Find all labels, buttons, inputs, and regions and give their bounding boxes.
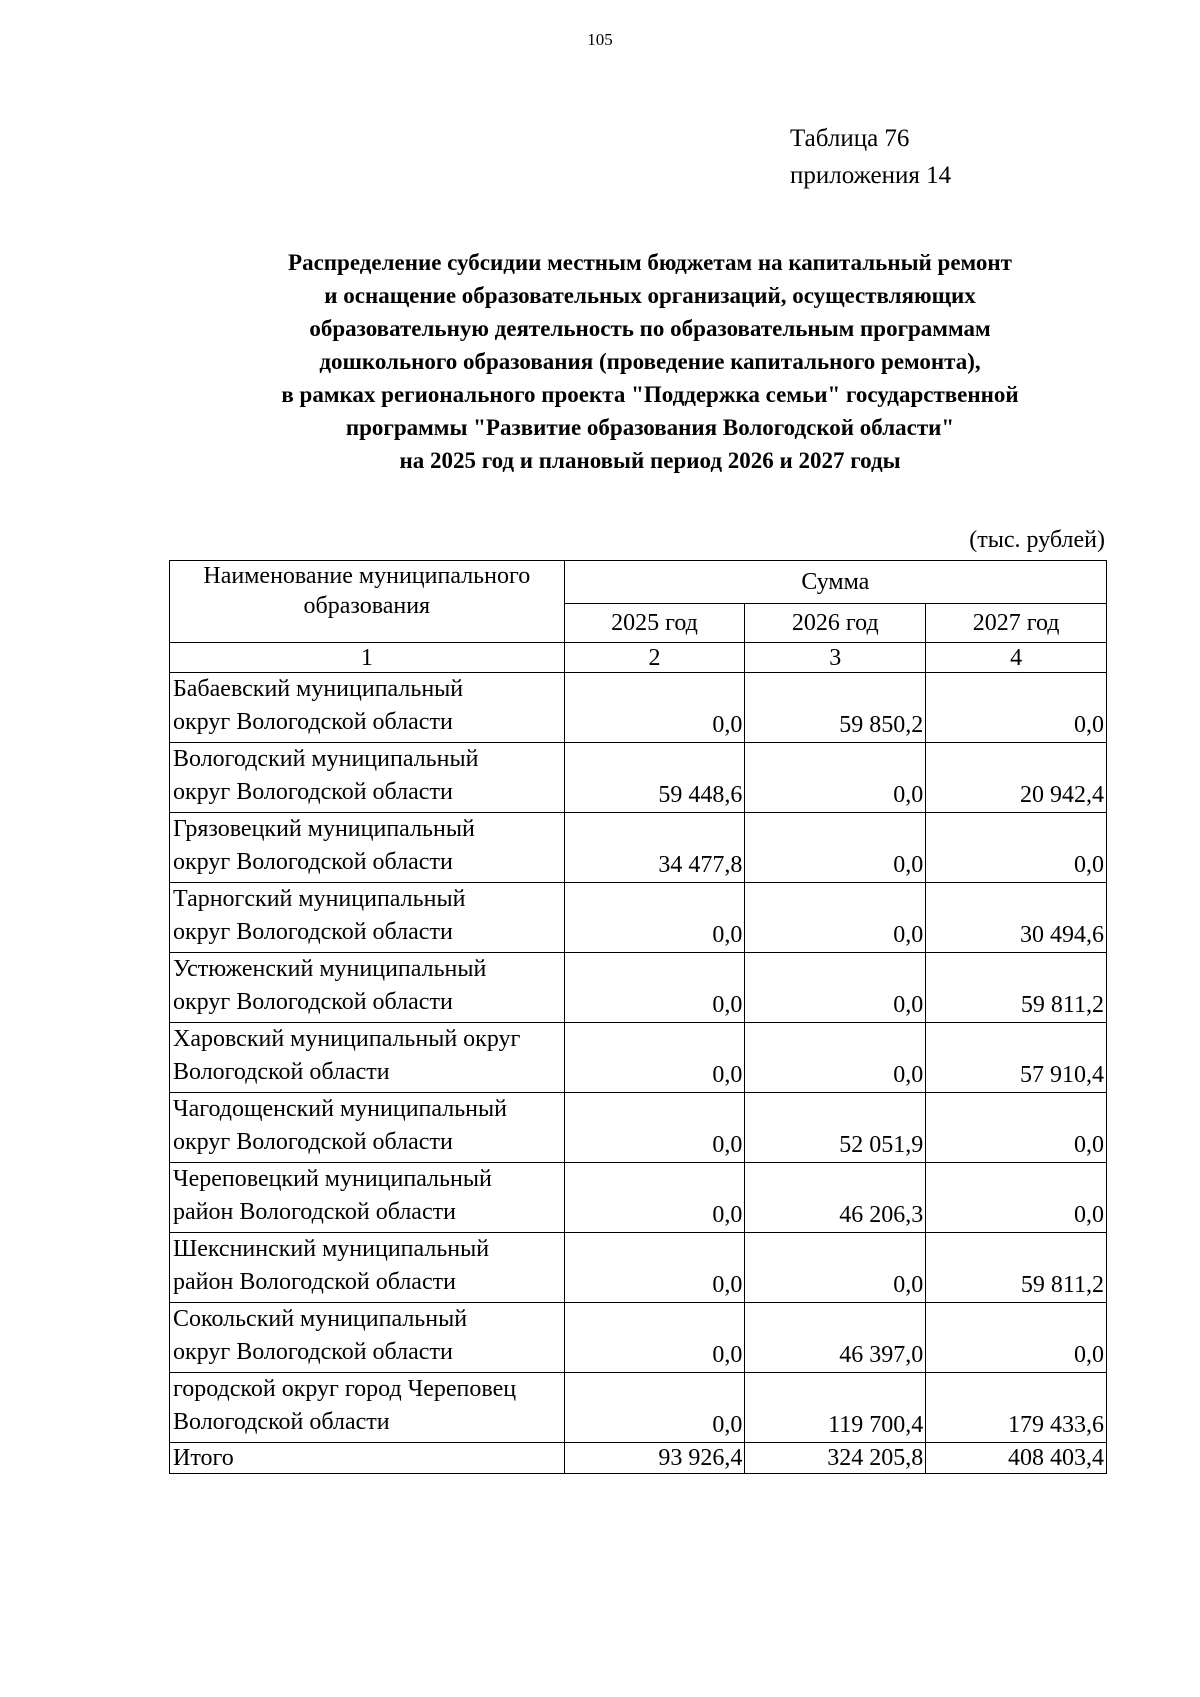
table-row (170, 883, 1107, 953)
column-index: 3 (745, 643, 926, 673)
table-row (170, 1303, 1107, 1373)
amount-2026: 0,0 (745, 1233, 926, 1303)
table-row (170, 1233, 1107, 1303)
municipality-name-line1: Устюженский муниципальный (173, 956, 487, 982)
units-note: (тыс. рублей) (969, 527, 1105, 553)
subsidy-table (169, 560, 1107, 1474)
title-line: программы "Развитие образования Вологодской области" (345, 415, 955, 440)
amount-2026: 52 051,9 (745, 1093, 926, 1163)
amount-2026: 0,0 (745, 1023, 926, 1093)
municipality-name-line1: Череповецкий муниципальный (173, 1166, 492, 1192)
amount-2027: 179 433,6 (926, 1373, 1107, 1443)
amount-2025: 59 448,6 (564, 743, 745, 813)
amount-2026: 46 397,0 (745, 1303, 926, 1373)
amount-2027: 0,0 (926, 813, 1107, 883)
header-municipality: Наименование муниципального образования (170, 561, 565, 643)
municipality-name-line1: Чагодощенский муниципальный (173, 1096, 507, 1122)
page-number: 105 (587, 30, 613, 49)
header-year-2027: 2027 год (926, 604, 1107, 643)
municipality-name-line1: Бабаевский муниципальный (173, 676, 464, 702)
amount-2025: 0,0 (564, 1093, 745, 1163)
amount-2025: 0,0 (564, 883, 745, 953)
column-index: 2 (564, 643, 745, 673)
title-line: Распределение субсидии местным бюджетам на капитальный ремонт (288, 250, 1012, 275)
municipality-name-line2: округ Вологодской области (173, 989, 453, 1015)
amount-2026: 0,0 (745, 813, 926, 883)
total-2027: 408 403,4 (926, 1443, 1107, 1474)
amount-2027: 57 910,4 (926, 1023, 1107, 1093)
municipality-name-line2: округ Вологодской области (173, 919, 453, 945)
municipality-name (170, 743, 565, 813)
municipality-name-line2: округ Вологодской области (173, 779, 453, 805)
municipality-name (170, 813, 565, 883)
municipality-name-line2: округ Вологодской области (173, 1129, 453, 1155)
table-ref-line1: Таблица 76 (790, 125, 910, 152)
document-title (150, 246, 1150, 477)
municipality-name-line2: район Вологодской области (173, 1269, 456, 1295)
title-line: и оснащение образовательных организаций, осуществляющих (324, 283, 976, 308)
municipality-name-line1: городской округ город Череповец (173, 1376, 517, 1402)
table-row (170, 1163, 1107, 1233)
column-index: 4 (926, 643, 1107, 673)
municipality-name-line2: округ Вологодской области (173, 849, 453, 875)
municipality-name-line1: Харовский муниципальный округ (173, 1026, 521, 1052)
amount-2026: 0,0 (745, 953, 926, 1023)
table-row (170, 813, 1107, 883)
table-row (170, 1093, 1107, 1163)
table-row (170, 1373, 1107, 1443)
amount-2025: 0,0 (564, 1373, 745, 1443)
amount-2027: 0,0 (926, 1303, 1107, 1373)
amount-2027: 59 811,2 (926, 1233, 1107, 1303)
title-line: образовательную деятельность по образовательным программам (309, 316, 991, 341)
municipality-name-line2: Вологодской области (173, 1409, 390, 1435)
table-ref-line2: приложения 14 (790, 162, 952, 189)
amount-2027: 30 494,6 (926, 883, 1107, 953)
title-line: дошкольного образования (проведение капитального ремонта), (319, 349, 981, 374)
amount-2026: 119 700,4 (745, 1373, 926, 1443)
amount-2025: 0,0 (564, 1233, 745, 1303)
municipality-name-line1: Тарногский муниципальный (173, 886, 466, 912)
amount-2026: 59 850,2 (745, 673, 926, 743)
total-label: Итого (170, 1443, 565, 1474)
column-index-row (170, 643, 1107, 673)
total-row (170, 1443, 1107, 1474)
municipality-name (170, 883, 565, 953)
municipality-name (170, 1093, 565, 1163)
municipality-name (170, 1023, 565, 1093)
amount-2025: 0,0 (564, 1303, 745, 1373)
table-row (170, 673, 1107, 743)
municipality-name-line2: округ Вологодской области (173, 709, 453, 735)
amount-2025: 0,0 (564, 1023, 745, 1093)
amount-2025: 34 477,8 (564, 813, 745, 883)
amount-2026: 0,0 (745, 883, 926, 953)
amount-2025: 0,0 (564, 673, 745, 743)
municipality-name (170, 1303, 565, 1373)
table-row (170, 953, 1107, 1023)
amount-2026: 46 206,3 (745, 1163, 926, 1233)
amount-2027: 59 811,2 (926, 953, 1107, 1023)
header-year-2025: 2025 год (564, 604, 745, 643)
municipality-name-line1: Шекснинский муниципальный (173, 1236, 490, 1262)
municipality-name-line1: Вологодский муниципальный (173, 746, 479, 772)
total-2026: 324 205,8 (745, 1443, 926, 1474)
title-line: в рамках регионального проекта "Поддержка семьи" государственной (281, 382, 1019, 407)
column-index: 1 (170, 643, 565, 673)
amount-2027: 20 942,4 (926, 743, 1107, 813)
municipality-name (170, 1233, 565, 1303)
municipality-name-line2: Вологодской области (173, 1059, 390, 1085)
amount-2026: 0,0 (745, 743, 926, 813)
municipality-name-line1: Грязовецкий муниципальный (173, 816, 475, 842)
amount-2025: 0,0 (564, 1163, 745, 1233)
total-2025: 93 926,4 (564, 1443, 745, 1474)
municipality-name (170, 1163, 565, 1233)
amount-2027: 0,0 (926, 1163, 1107, 1233)
amount-2027: 0,0 (926, 673, 1107, 743)
amount-2027: 0,0 (926, 1093, 1107, 1163)
municipality-name (170, 1373, 565, 1443)
header-year-2026: 2026 год (745, 604, 926, 643)
amount-2025: 0,0 (564, 953, 745, 1023)
municipality-name-line2: район Вологодской области (173, 1199, 456, 1225)
table-reference (790, 120, 951, 194)
municipality-name (170, 673, 565, 743)
municipality-name-line2: округ Вологодской области (173, 1339, 453, 1365)
table-row (170, 743, 1107, 813)
table-row (170, 1023, 1107, 1093)
municipality-name-line1: Сокольский муниципальный (173, 1306, 468, 1332)
municipality-name (170, 953, 565, 1023)
title-line: на 2025 год и плановый период 2026 и 2027 годы (399, 448, 901, 473)
header-sum: Сумма (564, 561, 1106, 604)
